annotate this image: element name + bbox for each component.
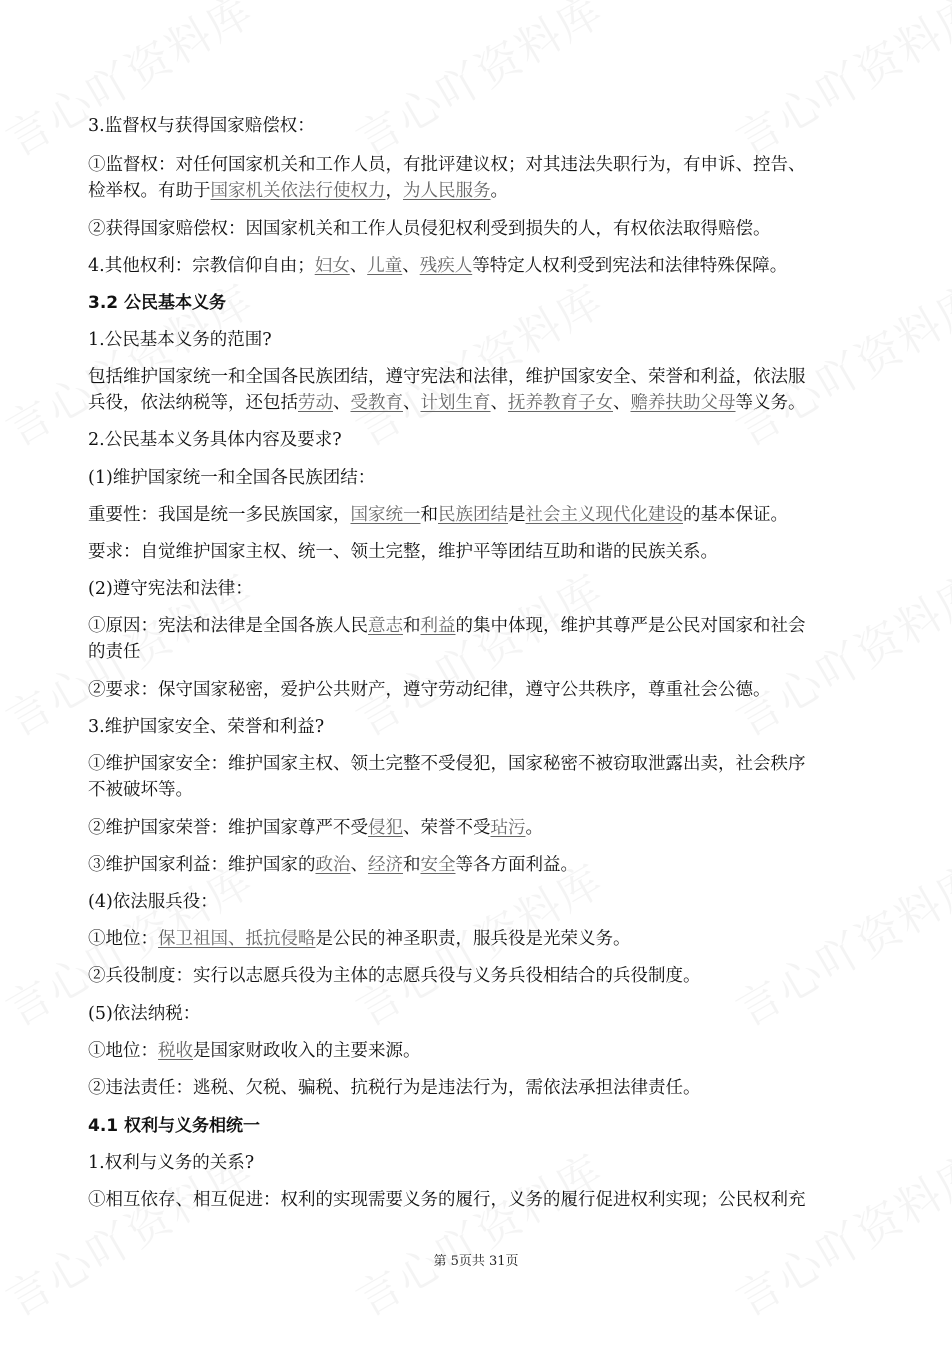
text-span: 、 [490,393,508,413]
text-span: ②维护国家荣誉：维护国家尊严不受 [88,818,368,838]
text-span: (2)遵守宪法和法律： [88,579,253,599]
text-line [88,1038,868,1064]
underlined-keyword: 受教育 [350,393,403,413]
watermark-text [342,0,613,169]
text-span: ②要求：保守国家秘密，爱护公共财产，遵守劳动纪律，遵守公共秩序，尊重社会公德。 [88,680,771,700]
text-line [88,639,868,665]
underlined-keyword: 社会主义现代化建设 [525,505,683,525]
text-line [88,751,868,777]
text-line [88,465,868,491]
text-line [88,815,868,841]
underlined-keyword: 玷污 [490,818,526,838]
text-line [88,502,868,528]
text-span: 。 [525,818,543,838]
underlined-keyword: 国家机关依法行使权力 [210,181,386,201]
text-span: 不被破坏等。 [88,780,193,800]
underlined-keyword: 意志 [368,616,403,636]
underlined-keyword: 劳动 [298,393,333,413]
text-span: 3.监督权与获得国家赔偿权： [88,116,315,136]
text-span: ①维护国家安全：维护国家主权、领土完整不受侵犯，国家秘密不被窃取泄露出卖，社会秩序 [88,754,806,774]
underlined-keyword: 保卫祖国、抵抗侵略 [158,929,316,949]
watermark-text [0,0,264,169]
text-line [88,714,868,740]
text-span: 1.公民基本义务的范围? [88,330,272,350]
text-span: 的责任 [88,642,141,662]
text-span: 和 [403,855,421,875]
text-span: ①地位： [88,929,158,949]
text-span: 1.权利与义务的关系? [88,1153,255,1173]
text-line [88,852,868,878]
text-span: 重要性：我国是统一多民族国家， [88,505,351,525]
text-span: 3.维护国家安全、荣誉和利益? [88,717,325,737]
text-span: 4.其他权利：宗教信仰自由； [88,256,315,276]
text-span: 、 [349,256,368,276]
underlined-keyword: 安全 [420,855,456,875]
text-line [88,613,868,639]
underlined-keyword: 赡养扶助父母 [630,393,736,413]
text-span: (5)依法纳税： [88,1004,201,1024]
underlined-keyword: 儿童 [367,256,403,276]
text-span: 等各方面利益。 [455,855,578,875]
text-span: ②兵役制度：实行以志愿兵役为主体的志愿兵役与义务兵役相结合的兵役制度。 [88,966,701,986]
text-span: ②获得国家赔偿权：因国家机关和工作人员侵犯权利受到损失的人，有权依法取得赔偿。 [88,219,771,239]
underlined-keyword: 经济 [368,855,403,875]
text-line [88,1150,868,1176]
text-span: 检举权。有助于 [88,181,211,201]
underlined-keyword: 计划生育 [420,393,491,413]
text-line [88,113,868,139]
text-line [88,1001,868,1027]
underlined-keyword: 民族团结 [438,505,508,525]
text-line [88,178,868,204]
text-span: (4)依法服兵役： [88,892,218,912]
page-footer: 第 5页共 31页 [433,1254,519,1269]
section-heading [88,290,868,316]
text-span: 是国家财政收入的主要来源。 [193,1041,421,1061]
text-span: ②违法责任：逃税、欠税、骗税、抗税行为是违法行为，需依法承担法律责任。 [88,1078,701,1098]
text-span: ①地位： [88,1041,158,1061]
text-span: 和 [403,616,421,636]
text-span: 是 [508,505,526,525]
text-span: 、 [402,256,420,276]
underlined-keyword: 侵犯 [368,818,403,838]
text-span: ①原因：宪法和法律是全国各族人民 [88,616,368,636]
text-span: ， [385,181,403,201]
text-line [88,253,868,279]
text-span: ①相互依存、相互促进：权利的实现需要义务的履行，义务的履行促进权利实现；公民权利充 [88,1190,806,1210]
text-span: (1)维护国家统一和全国各民族团结： [88,468,376,488]
section-heading [88,1113,868,1139]
underlined-keyword: 抚养教育子女 [508,393,613,413]
text-span: 要求：自觉维护国家主权、统一、领土完整，维护平等团结互助和谐的民族关系。 [88,542,718,562]
text-span: 、 [333,393,351,413]
underlined-keyword: 利益 [420,616,456,636]
underlined-keyword: 妇女 [314,256,350,276]
text-line [88,427,868,453]
text-line [88,926,868,952]
text-line [88,364,868,390]
text-span: ③维护国家利益：维护国家的 [88,855,316,875]
text-span: 、 [403,393,421,413]
text-span: 等特定人权利受到宪法和法律特殊保障。 [472,256,788,276]
text-line [88,777,868,803]
watermark-text [722,0,952,169]
text-line [88,216,868,242]
text-span: 、 [613,393,631,413]
text-line [88,539,868,565]
text-line [88,1187,868,1213]
text-span: 等义务。 [735,393,806,413]
text-line [88,576,868,602]
text-line [88,327,868,353]
text-span: ①监督权：对任何国家机关和工作人员，有批评建议权；对其违法失职行为，有申诉、控告、 [88,155,806,175]
text-span: 是公民的神圣职责，服兵役是光荣义务。 [315,929,631,949]
text-span: 3.2 公民基本义务 [88,293,227,313]
text-line [88,152,868,178]
text-span: 兵役，依法纳税等，还包括 [88,393,298,413]
underlined-keyword: 残疾人 [419,256,473,276]
underlined-keyword: 为人民服务 [403,181,491,201]
text-span: 的基本保证。 [683,505,788,525]
text-span: 包括维护国家统一和全国各民族团结，遵守宪法和法律，维护国家安全、荣誉和利益，依法服 [88,367,806,387]
text-span: 、 [350,855,368,875]
text-line [88,963,868,989]
text-line [88,390,868,416]
text-line [88,1075,868,1101]
underlined-keyword: 国家统一 [350,505,421,525]
text-span: 、荣誉不受 [403,818,491,838]
text-line [88,677,868,703]
text-span: 和 [420,505,438,525]
text-span: 4.1 权利与义务相统一 [88,1116,261,1136]
text-span: 2.公民基本义务具体内容及要求? [88,430,342,450]
text-span: 。 [490,181,508,201]
text-span: 的集中体现，维护其尊严是公民对国家和社会 [455,616,806,636]
underlined-keyword: 政治 [315,855,351,875]
underlined-keyword: 税收 [158,1041,193,1061]
text-line [88,889,868,915]
